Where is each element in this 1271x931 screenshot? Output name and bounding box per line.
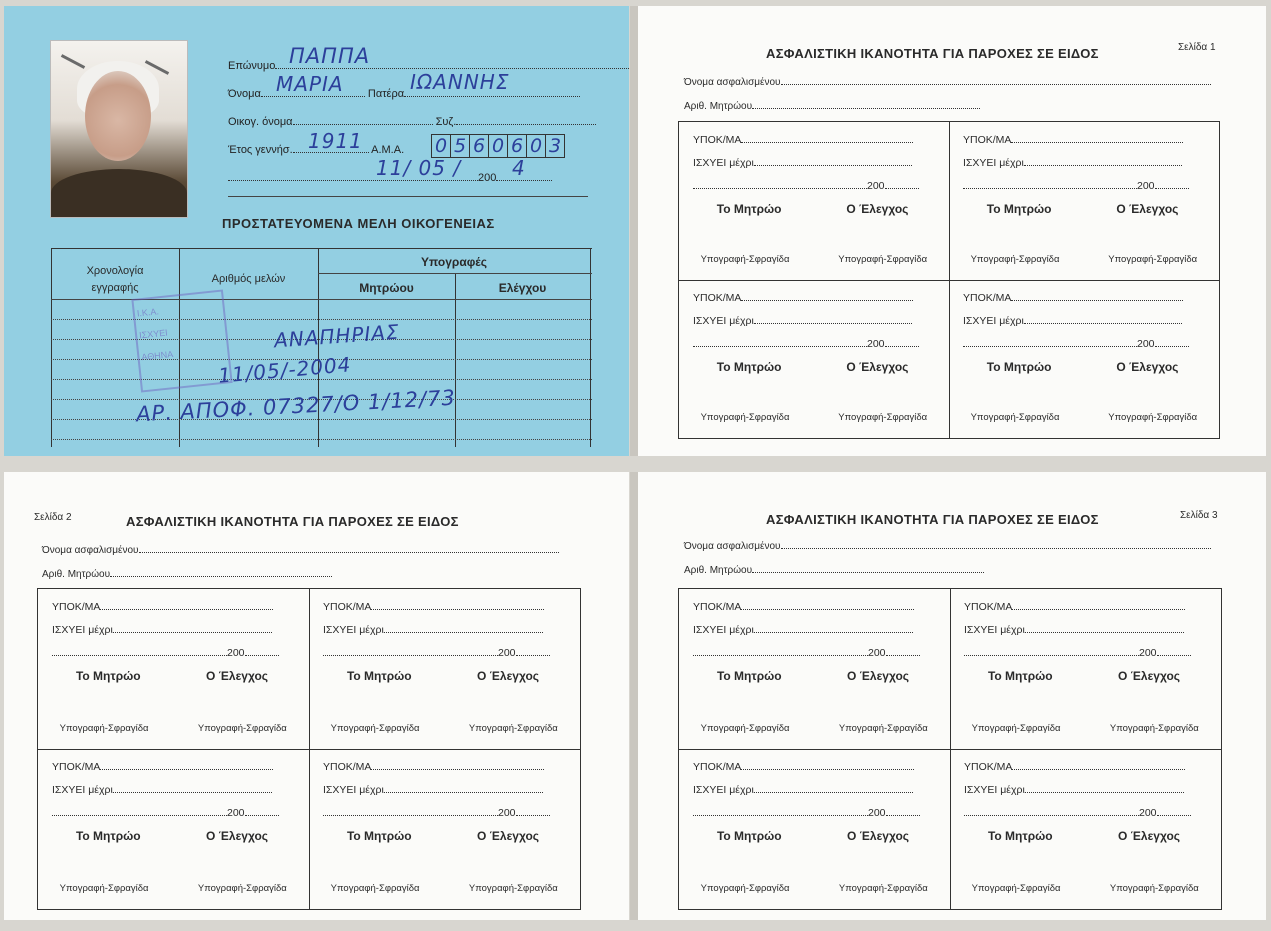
control-stamp-label: Υπογραφή-Σφραγίδα xyxy=(197,723,287,734)
registry-signature-label: Το Μητρώο xyxy=(716,669,782,683)
control-stamp-label: Υπογραφή-Σφραγίδα xyxy=(468,723,558,734)
registry-stamp-label: Υπογραφή-Σφραγίδα xyxy=(700,723,790,734)
validity-cell xyxy=(679,749,950,909)
control-signature-label: Ο Έλεγχος xyxy=(847,669,910,683)
registry-no-field: Αριθ. Μητρώου xyxy=(684,562,984,576)
ama-digit: 0 xyxy=(526,134,546,158)
valid-until-line: ΙΣΧΥΕΙ μέχρι xyxy=(52,782,272,796)
registry-stamp-label: Υπογραφή-Σφραγίδα xyxy=(330,723,420,734)
control-stamp-label: Υπογραφή-Σφραγίδα xyxy=(1109,723,1199,734)
birth-year-label: Έτος γεννήσ. xyxy=(228,144,293,156)
validity-grid xyxy=(37,588,581,910)
control-stamp-label: Υπογραφή-Σφραγίδα xyxy=(1108,412,1198,423)
year-line: 200 xyxy=(693,645,920,659)
name-label: Όνομα xyxy=(228,88,261,100)
insurance-page-2 xyxy=(4,472,629,920)
branch-line: ΥΠΟΚ/ΜΑ xyxy=(323,759,544,773)
family-name-label: Οικογ. όνομα xyxy=(228,116,293,128)
surname-handwritten: ΠΑΠΠΑ xyxy=(289,44,371,68)
validity-cell xyxy=(679,280,949,438)
valid-until-line: ΙΣΧΥΕΙ μέχρι xyxy=(693,155,912,169)
page-title: ΑΣΦΑΛΙΣΤΙΚΗ ΙΚΑΝΟΤΗΤΑ ΓΙΑ ΠΑΡΟΧΕΣ ΣΕ ΕΙΔΟΣ xyxy=(766,46,1099,61)
validity-cell xyxy=(949,122,1219,280)
ama-digit: 6 xyxy=(507,134,527,158)
validity-grid xyxy=(678,588,1222,910)
disability-date-handwritten: 11/05/-2004 xyxy=(217,352,353,388)
valid-until-line: ΙΣΧΥΕΙ μέχρι xyxy=(963,155,1182,169)
year-line: 200 xyxy=(964,645,1191,659)
header-members: Αριθμός μελών xyxy=(211,273,286,285)
control-signature-label: Ο Έλεγχος xyxy=(847,829,910,843)
ama-digit-boxes xyxy=(432,134,565,158)
validity-cell xyxy=(309,589,580,749)
control-signature-label: Ο Έλεγχος xyxy=(477,829,540,843)
control-stamp-label: Υπογραφή-Σφραγίδα xyxy=(838,723,928,734)
page-title: ΑΣΦΑΛΙΣΤΙΚΗ ΙΚΑΝΟΤΗΤΑ ΓΙΑ ΠΑΡΟΧΕΣ ΣΕ ΕΙΔΟΣ xyxy=(126,514,459,529)
branch-line: ΥΠΟΚ/ΜΑ xyxy=(693,290,913,304)
validity-cell xyxy=(950,749,1221,909)
date-handwritten: 11/ 05 / xyxy=(376,156,462,180)
valid-until-line: ΙΣΧΥΕΙ μέχρι xyxy=(693,782,913,796)
ama-digit: 0 xyxy=(488,134,508,158)
control-stamp-label: Υπογραφή-Σφραγίδα xyxy=(1109,883,1199,894)
registry-signature-label: Το Μητρώο xyxy=(987,829,1053,843)
ama-digit: 0 xyxy=(431,134,451,158)
control-signature-label: Ο Έλεγχος xyxy=(206,669,269,683)
page-title: ΑΣΦΑΛΙΣΤΙΚΗ ΙΚΑΝΟΤΗΤΑ ΓΙΑ ΠΑΡΟΧΕΣ ΣΕ ΕΙΔΟΣ xyxy=(766,512,1099,527)
branch-line: ΥΠΟΚ/ΜΑ xyxy=(963,132,1183,146)
control-signature-label: Ο Έλεγχος xyxy=(1116,360,1179,374)
photo-face xyxy=(85,71,151,161)
registry-stamp-label: Υπογραφή-Σφραγίδα xyxy=(971,723,1061,734)
year-line: 200 xyxy=(323,645,550,659)
photo-body xyxy=(51,169,187,217)
registry-signature-label: Το Μητρώο xyxy=(75,829,141,843)
front-page xyxy=(4,6,629,456)
branch-line: ΥΠΟΚ/ΜΑ xyxy=(693,599,914,613)
year-suffix: 200 xyxy=(478,172,497,184)
registry-signature-label: Το Μητρώο xyxy=(346,669,412,683)
father-label: Πατέρα xyxy=(367,88,405,100)
registry-no-field: Αριθ. Μητρώου xyxy=(42,566,332,580)
official-stamp: Ι.Κ.Α. ΙΣΧΥΕΙ ΑΘΗΝΑ xyxy=(131,289,232,392)
spouse-label: Συζ. xyxy=(435,116,457,128)
disability-handwritten: ΑΝΑΠΗΡΙΑΣ xyxy=(273,319,401,353)
registry-stamp-label: Υπογραφή-Σφραγίδα xyxy=(59,883,149,894)
header-registry: Μητρώου xyxy=(359,281,414,295)
booklet-fold-top xyxy=(630,6,638,456)
year-line: 200 xyxy=(52,645,279,659)
surname-label: Επώνυμο xyxy=(228,60,276,72)
father-handwritten: ΙΩΑΝΝΗΣ xyxy=(410,70,510,94)
branch-line: ΥΠΟΚ/ΜΑ xyxy=(52,599,273,613)
branch-line: ΥΠΟΚ/ΜΑ xyxy=(964,759,1185,773)
valid-until-line: ΙΣΧΥΕΙ μέχρι xyxy=(964,782,1184,796)
insurance-page-3 xyxy=(638,472,1266,920)
registry-signature-label: Το Μητρώο xyxy=(716,829,782,843)
validity-cell xyxy=(950,589,1221,749)
valid-until-line: ΙΣΧΥΕΙ μέχρι xyxy=(52,622,272,636)
year-digit-handwritten: 4 xyxy=(512,156,526,180)
validity-grid xyxy=(678,121,1220,439)
branch-line: ΥΠΟΚ/ΜΑ xyxy=(693,759,914,773)
branch-line: ΥΠΟΚ/ΜΑ xyxy=(693,132,913,146)
registry-signature-label: Το Μητρώο xyxy=(986,360,1052,374)
valid-until-line: ΙΣΧΥΕΙ μέχρι xyxy=(693,313,912,327)
validity-cell xyxy=(949,280,1219,438)
ama-digit: 5 xyxy=(450,134,470,158)
front-divider xyxy=(228,196,588,197)
registry-stamp-label: Υπογραφή-Σφραγίδα xyxy=(971,883,1061,894)
year-line: 200 xyxy=(323,805,550,819)
registry-signature-label: Το Μητρώο xyxy=(987,669,1053,683)
year-line: 200 xyxy=(52,805,279,819)
control-stamp-label: Υπογραφή-Σφραγίδα xyxy=(838,412,928,423)
registry-stamp-label: Υπογραφή-Σφραγίδα xyxy=(970,254,1060,265)
insured-name-field: Όνομα ασφαλισμένου xyxy=(684,538,1211,552)
registry-stamp-label: Υπογραφή-Σφραγίδα xyxy=(700,254,790,265)
registry-signature-label: Το Μητρώο xyxy=(716,202,782,216)
year-line: 200 xyxy=(963,336,1189,350)
registry-signature-label: Το Μητρώο xyxy=(716,360,782,374)
control-signature-label: Ο Έλεγχος xyxy=(1118,829,1181,843)
branch-line: ΥΠΟΚ/ΜΑ xyxy=(963,290,1183,304)
registry-stamp-label: Υπογραφή-Σφραγίδα xyxy=(59,723,149,734)
insured-name-field: Όνομα ασφαλισμένου xyxy=(684,74,1211,88)
birth-year-handwritten: 1911 xyxy=(308,129,363,153)
control-stamp-label: Υπογραφή-Σφραγίδα xyxy=(468,883,558,894)
header-signatures: Υπογραφές xyxy=(421,255,487,269)
year-line: 200 xyxy=(963,178,1189,192)
registry-stamp-label: Υπογραφή-Σφραγίδα xyxy=(700,412,790,423)
branch-line: ΥΠΟΚ/ΜΑ xyxy=(323,599,544,613)
header-control: Ελέγχου xyxy=(498,281,547,295)
family-name-row xyxy=(228,114,596,128)
validity-cell xyxy=(309,749,580,909)
validity-cell xyxy=(679,122,949,280)
name-handwritten: ΜΑΡΙΑ xyxy=(276,72,344,96)
year-line: 200 xyxy=(964,805,1191,819)
validity-cell xyxy=(38,749,309,909)
valid-until-line: ΙΣΧΥΕΙ μέχρι xyxy=(964,622,1184,636)
registry-signature-label: Το Μητρώο xyxy=(75,669,141,683)
control-signature-label: Ο Έλεγχος xyxy=(846,360,909,374)
registry-stamp-label: Υπογραφή-Σφραγίδα xyxy=(330,883,420,894)
control-signature-label: Ο Έλεγχος xyxy=(477,669,540,683)
validity-cell xyxy=(38,589,309,749)
registry-stamp-label: Υπογραφή-Σφραγίδα xyxy=(700,883,790,894)
branch-line: ΥΠΟΚ/ΜΑ xyxy=(52,759,273,773)
control-signature-label: Ο Έλεγχος xyxy=(206,829,269,843)
booklet-fold-bottom xyxy=(630,472,638,920)
insurance-page-1 xyxy=(638,6,1266,456)
control-signature-label: Ο Έλεγχος xyxy=(1118,669,1181,683)
registry-signature-label: Το Μητρώο xyxy=(346,829,412,843)
members-title: ΠΡΟΣΤΑΤΕΥΟΜΕΝΑ ΜΕΛΗ ΟΙΚΟΓΕΝΕΙΑΣ xyxy=(222,216,495,231)
year-line: 200 xyxy=(693,336,919,350)
control-signature-label: Ο Έλεγχος xyxy=(1116,202,1179,216)
control-signature-label: Ο Έλεγχος xyxy=(846,202,909,216)
page-number: Σελίδα 3 xyxy=(1180,510,1218,521)
page-number: Σελίδα 2 xyxy=(34,512,72,523)
registry-no-field: Αριθ. Μητρώου xyxy=(684,98,980,112)
decision-no-handwritten: ΑΡ. ΑΠΟΦ. 07327/Ο 1/12/73 xyxy=(135,385,457,427)
holder-photo xyxy=(50,40,188,218)
registry-signature-label: Το Μητρώο xyxy=(986,202,1052,216)
branch-line: ΥΠΟΚ/ΜΑ xyxy=(964,599,1185,613)
year-line: 200 xyxy=(693,805,920,819)
control-stamp-label: Υπογραφή-Σφραγίδα xyxy=(838,883,928,894)
header-date: Χρονολογία εγγραφής xyxy=(86,265,144,294)
validity-cell xyxy=(679,589,950,749)
control-stamp-label: Υπογραφή-Σφραγίδα xyxy=(838,254,928,265)
valid-until-line: ΙΣΧΥΕΙ μέχρι xyxy=(323,622,543,636)
year-line: 200 xyxy=(693,178,919,192)
insured-name-field: Όνομα ασφαλισμένου xyxy=(42,542,559,556)
control-stamp-label: Υπογραφή-Σφραγίδα xyxy=(1108,254,1198,265)
ama-digit: 6 xyxy=(469,134,489,158)
ama-digit: 3 xyxy=(545,134,565,158)
page-number: Σελίδα 1 xyxy=(1178,42,1216,53)
ama-label: Α.Μ.Α. xyxy=(371,144,405,156)
valid-until-line: ΙΣΧΥΕΙ μέχρι xyxy=(963,313,1182,327)
valid-until-line: ΙΣΧΥΕΙ μέχρι xyxy=(323,782,543,796)
registry-stamp-label: Υπογραφή-Σφραγίδα xyxy=(970,412,1060,423)
valid-until-line: ΙΣΧΥΕΙ μέχρι xyxy=(693,622,913,636)
control-stamp-label: Υπογραφή-Σφραγίδα xyxy=(197,883,287,894)
